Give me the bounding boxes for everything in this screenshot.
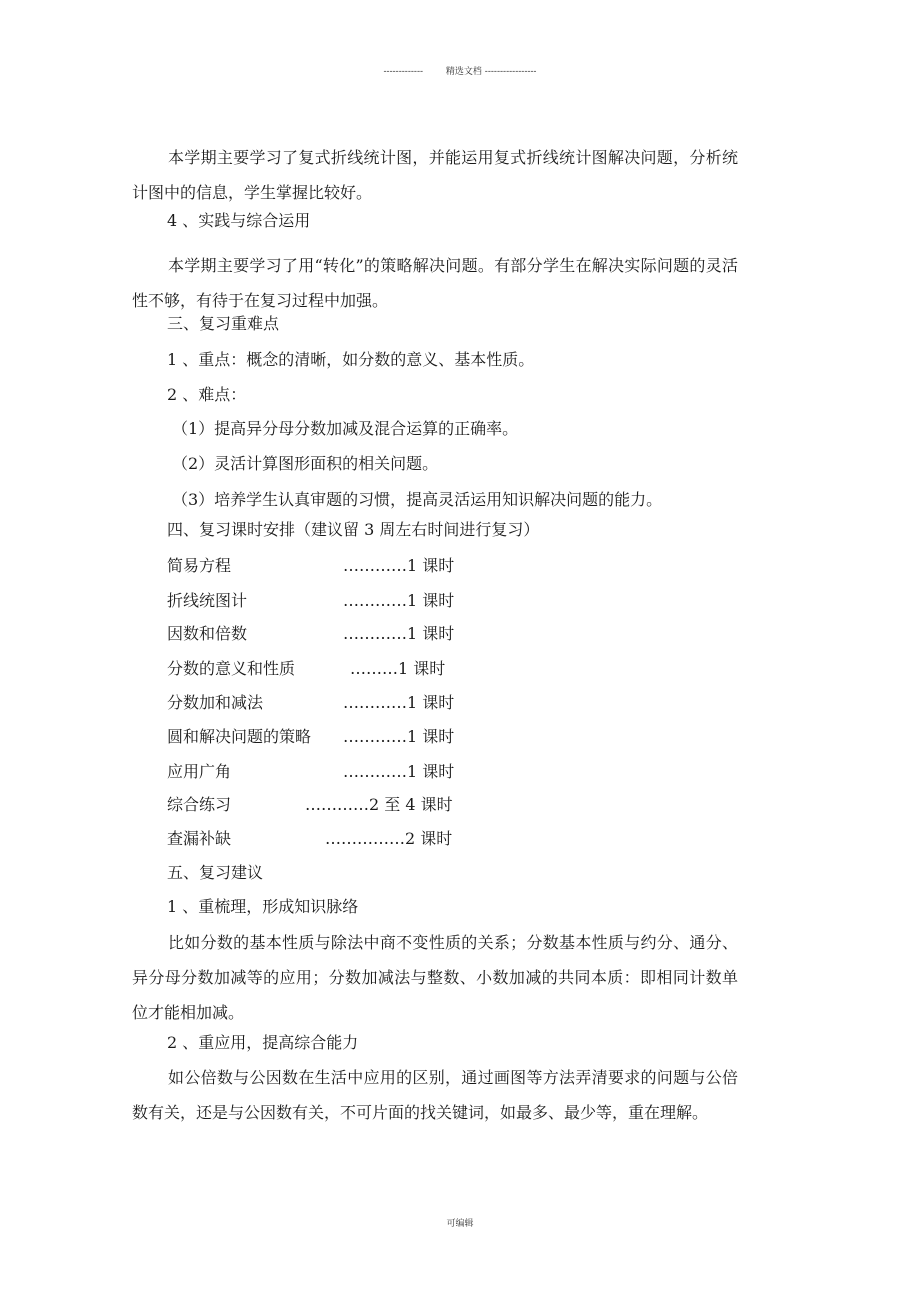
suggestion-2-heading: 2 、重应用，提高综合能力 [167, 1033, 359, 1052]
key-point-1: 1 、重点：概念的清晰，如分数的意义、基本性质。 [167, 350, 535, 369]
schedule-topic: 分数加和减法 [167, 693, 264, 712]
schedule-topic: 折线统图计 [167, 591, 248, 610]
paragraph-strategy: 本学期主要学习了用“转化”的策略解决问题。有部分学生在解决实际问题的灵活性不够，有待于在复习过程中加强。 [132, 256, 738, 310]
schedule-time: …………1 课时 [343, 727, 455, 746]
schedule-topic: 应用广角 [167, 762, 232, 781]
paragraph-line-chart: 本学期主要学习了复式折线统计图，并能运用复式折线统计图解决问题，分析统计图中的信息，学生掌握比较好。 [132, 148, 738, 202]
page-header: ------------- 精选文档 ----------------- [383, 67, 537, 77]
paragraph-multiples: 如公倍数与公因数在生活中应用的区别，通过画图等方法弄清要求的问题与公倍数有关，还是与公因数有关，不可片面的找关键词，如最多、最少等，重在理解。 [132, 1068, 738, 1122]
schedule-topic: 因数和倍数 [167, 624, 248, 643]
key-point-2: 2 、难点： [167, 385, 247, 404]
section-heading-key-points: 三、复习重难点 [167, 314, 280, 333]
schedule-time: ……………2 课时 [325, 829, 453, 848]
schedule-time: …………1 课时 [343, 556, 455, 575]
schedule-topic: 简易方程 [167, 556, 232, 575]
schedule-time: …………2 至 4 课时 [305, 795, 453, 814]
difficulty-1: （1）提高异分母分数加减及混合运算的正确率。 [172, 419, 519, 438]
schedule-topic: 查漏补缺 [167, 829, 232, 848]
difficulty-3: （3）培养学生认真审题的习惯，提高灵活运用知识解决问题的能力。 [172, 490, 663, 509]
suggestion-1-heading: 1 、重梳理，形成知识脉络 [167, 897, 359, 916]
schedule-time: …………1 课时 [343, 624, 455, 643]
schedule-time: …………1 课时 [343, 591, 455, 610]
difficulty-2: （2）灵活计算图形面积的相关问题。 [172, 454, 439, 473]
schedule-time: …………1 课时 [343, 693, 455, 712]
page-footer: 可编辑 [446, 1219, 474, 1229]
section-heading-schedule: 四、复习课时安排（建议留 3 周左右时间进行复习） [167, 520, 540, 539]
schedule-time: …………1 课时 [343, 762, 455, 781]
heading-practice: 4 、实践与综合运用 [167, 211, 311, 230]
schedule-topic: 圆和解决问题的策略 [167, 727, 312, 746]
section-heading-suggestions: 五、复习建议 [167, 863, 264, 882]
schedule-topic: 综合练习 [167, 795, 232, 814]
schedule-topic: 分数的意义和性质 [167, 659, 296, 678]
schedule-time: ………1 课时 [350, 659, 446, 678]
paragraph-fraction-properties: 比如分数的基本性质与除法中商不变性质的关系；分数基本性质与约分、通分、异分母分数加减等的应用；分数加减法与整数、小数加减的共同本质：即相同计数单位才能相加减。 [132, 933, 738, 1022]
